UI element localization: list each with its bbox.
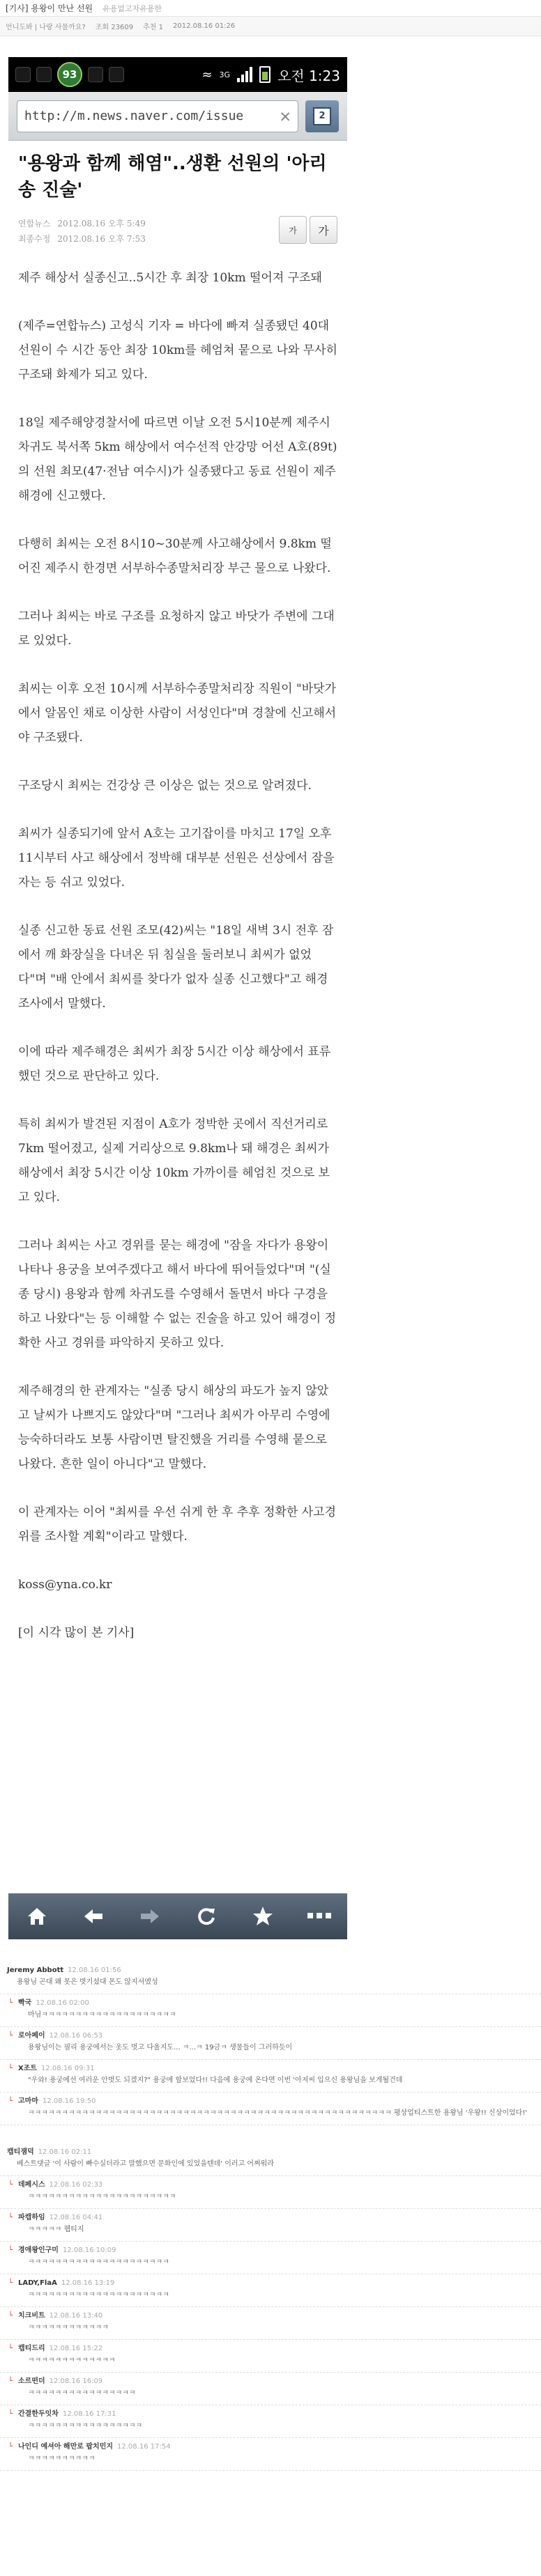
comment-author[interactable]: 간결한두잇차 [18,2410,59,2418]
comment-date: 12.08.16 15:22 [49,2345,103,2352]
comment-author[interactable]: LADY,FlaA [18,2279,57,2287]
comment-reply [0,2060,541,2093]
forum-header [0,0,541,49]
comment-text: "우와! 용궁에선 여러운 안벗도 되겠지?" 용궁에 할보었다!! 다음에 용궁에 온다면 이번 '아저씨 입으신 용왕님을 보게될건데 [28,2077,403,2084]
byline-line [18,216,153,231]
comment-date: 12.08.16 13:19 [61,2279,115,2287]
comment-header [18,2180,534,2190]
article-paragraph: 특히 최씨가 발견된 지점이 A호가 정박한 곳에서 직선거리로 7km 떨어졌고, 실제 거리상으로 9.8km나 돼 해경은 최씨가 해상에서 최장 5시간 이상 10km 가까이를 헤엄친 것으로 보고 있다. [18,1117,333,1204]
font-decrease-button[interactable]: 가 [279,216,307,244]
phone-screenshot [8,57,347,1945]
comment-date: 12.08.16 01:56 [68,1966,121,1974]
comment-date: 12.08.16 16:09 [49,2377,103,2385]
reply-arrow-icon: └ [8,2097,13,2105]
notification-icon [15,67,31,82]
comment-date: 12.08.16 10:09 [62,2247,116,2254]
browser-url-bar [8,92,347,141]
comment-text: ㅋㅋㅋㅋㅋㅋㅋㅋㅋㅋ [28,2455,96,2462]
comment-header [18,2064,534,2074]
byline-source: 연합뉴스 [18,219,51,228]
comment-reply [0,2027,541,2060]
reply-arrow-icon: └ [8,2214,13,2221]
comment-header [18,2279,534,2288]
byline-line [18,231,153,247]
article-paragraph: 제주 해상서 실종신고..5시간 후 최장 10km 떨어져 구조돼 [18,271,322,285]
comment-text: ㅋㅋㅋㅋㅋㅋㅋㅋㅋㅋㅋㅋㅋㅋㅋㅋ [28,2389,136,2397]
comment-author[interactable]: 로아페이 [18,2032,45,2040]
tab-count: 2 [313,107,331,125]
comment-date: 12.08.16 19:50 [42,2097,96,2105]
reply-arrow-icon: └ [8,1999,13,2007]
article [8,141,347,1645]
article-paragraph: 최씨가 실종되기에 앞서 A호는 고기잡이를 마치고 17일 오후 11시부터 사고 해상에서 정박해 대부분 선원은 선상에서 잠을 자는 등 쉬고 있었다. [18,827,338,890]
comment-header [7,2148,534,2157]
comment-text: ㅋㅋㅋㅋㅋㅋㅋㅋㅋㅋㅋㅋㅋㅋㅋㅋㅋ [28,2422,143,2430]
bookmark-icon[interactable] [249,1902,277,1930]
comment-text: ㅋㅋㅋㅋㅋㅋㅋㅋㅋㅋㅋㅋㅋㅋㅋㅋㅋㅋㅋㅋㅋ [28,2258,169,2266]
comment-text: 용왕님이는 필리 용궁에서는 옷도 벗고 다울지도... ㅋ...ㅋ 19금ㅋ 생물들이 그러하듯이 [28,2044,293,2051]
comment-reply [0,2307,541,2340]
comment-header [7,1966,534,1976]
comment-header [18,2311,534,2321]
comment-date: 12.08.16 13:40 [49,2312,103,2320]
comment-author[interactable]: 파캡하임 [18,2214,45,2221]
comment-text: 마님ㅋㅋㅋㅋㅋㅋㅋㅋㅋㅋㅋㅋㅋㅋㅋㅋㅋㅋㅋㅋ [28,2011,176,2019]
url-input[interactable] [17,100,298,132]
comment-reply [0,2176,541,2209]
article-paragraph: 이에 따라 제주해경은 최씨가 최장 5시간 이상 해상에서 표류했던 것으로 판단하고 있다. [18,1045,331,1083]
comment-text: 베스트댓글 '이 사람이 빠수실더라고 말했으면 문화인에 있었을텐데' 이러고 어쩌워라 [17,2160,275,2168]
comment-header [18,2344,534,2354]
comment-text: ㅋㅋㅋㅋㅋㅋㅋㅋㅋㅋㅋㅋㅋㅋㅋㅋㅋㅋㅋㅋㅋㅋㅋㅋㅋㅋㅋㅋㅋㅋㅋㅋㅋㅋㅋㅋㅋㅋㅋㅋㅋㅋㅋㅋㅋㅋㅋㅋㅋㅋㅋㅋㅋㅋ 평상업티스트한 용왕님 '우왕!! 신상이었다!' [28,2109,528,2117]
post-author[interactable]: 언니도봐 | 나랑 사물까요? [6,24,86,31]
comment [0,2143,541,2176]
signal-icon [237,67,252,82]
byline-modified: 최종수정 [18,234,51,244]
comment-author[interactable]: 소르떤더 [18,2377,45,2385]
comment-author[interactable]: 캡티잼덕 [7,2148,34,2156]
comment-date: 12.08.16 04:41 [49,2214,103,2221]
back-icon[interactable] [79,1902,107,1930]
post-date: 2012.08.16 01:26 [173,22,236,30]
comment-author[interactable]: 빡국 [18,1999,32,2007]
tabs-button[interactable] [305,100,339,132]
article-paragraph: 구조당시 최씨는 건강상 큰 이상은 없는 것으로 알려졌다. [18,779,312,793]
comment-author[interactable]: 치크비트 [18,2312,45,2320]
comment-text: ㅋㅋㅋㅋㅋㅋㅋㅋㅋㅋㅋㅋㅋ [28,2357,116,2364]
comment-text: ㅋㅋㅋㅋㅋㅋㅋㅋㅋㅋㅋㅋㅋㅋㅋㅋㅋㅋㅋㅋㅋㅋ [28,2193,176,2201]
reply-arrow-icon: └ [8,2032,13,2040]
article-paragraph[interactable]: koss@yna.co.kr [18,1578,112,1592]
font-size-controls [279,216,337,244]
comment-header [18,2097,534,2106]
byline-modified-date: 2012.08.16 오후 7:53 [57,234,146,244]
notification-icons [15,62,201,87]
status-right [201,65,340,85]
comment-reply [0,2093,541,2125]
comment-date: 12.08.16 02:33 [49,2181,103,2189]
comment-author[interactable]: 경애왕인구미 [18,2247,59,2254]
byline-row [18,216,337,247]
reply-arrow-icon: └ [8,2312,13,2320]
article-paragraph: 다행히 최씨는 오전 8시10~30분께 사고해상에서 9.8km 떨어진 제주시 한경면 서부하수종말처리장 부근 물으로 나왔다. [18,537,332,575]
article-body [18,266,342,1645]
comment-reply [0,1994,541,2027]
comment-header [18,1999,534,2008]
comment [0,1962,541,1994]
article-paragraph: 이 관계자는 이어 "최씨를 우선 쉬게 한 후 추후 정확한 사고경위를 조사할 계획"이라고 말했다. [18,1505,336,1544]
post-meta [0,17,541,36]
comment-author[interactable]: 데페시스 [18,2181,45,2189]
article-paragraph: 18일 제주해양경찰서에 따르면 이날 오전 5시10분께 제주시 차귀도 북서쪽 5km 해상에서 여수선적 안강망 어선 A호(89t)의 선원 최모(47·전남 여수시)가 실종됐다고 동료 선원이 제주해경에 신고했다. [18,416,337,503]
reply-arrow-icon: └ [8,2377,13,2385]
article-paragraph[interactable]: [이 시각 많이 본 기사] [18,1626,135,1640]
comment-author[interactable]: 캡티드리 [18,2345,45,2352]
browser-bottom-nav [8,1893,347,1939]
comment-reply [0,2340,541,2373]
network-label: 3G [219,70,231,79]
article-paragraph: 그러나 최씨는 사고 경위를 묻는 해경에 "잠을 자다가 용왕이 나타나 용궁을 보여주겠다고 해서 바다에 뛰어들었다"며 "(실종 당시) 용왕과 함께 차귀도를 수영해서 돌면서 바다 구경을 하고 나왔다"는 등 이해할 수 없는 진술을 하고 있어 해경이 정확한 사고 경위를 파악하지 못하고 있다. [18,1239,336,1350]
forward-icon[interactable] [136,1902,164,1930]
comment-text: ㅋㅋㅋㅋㅋㅋㅋㅋㅋㅋㅋㅋ [28,2324,109,2331]
clear-icon[interactable]: ✕ [280,105,291,127]
font-increase-button[interactable]: 가 [310,216,337,244]
comment-author[interactable]: 고마마 [18,2097,38,2105]
forum-title-row [0,0,541,17]
status-time: 오전 1:23 [277,67,340,84]
comment-header [18,2410,534,2419]
url-text: http://m.news.naver.com/issue [24,109,244,123]
comment-author[interactable]: Jeremy Abbott [7,1966,64,1974]
comment-reply [0,2242,541,2274]
comment-header [18,2031,534,2041]
article-paragraph: 최씨는 이후 오전 10시께 서부하수종말처리장 직원이 "바닷가에서 알몸인 채로 이상한 사람이 서성인다"며 경찰에 신고해서야 구조됐다. [18,682,337,745]
post-recommends: 추천 1 [143,24,164,31]
download-icon [109,67,124,82]
comment-reply [0,2438,541,2471]
wifi-icon: ≈ [201,67,213,82]
menu-icon[interactable] [305,1902,333,1930]
article-paragraph: (제주=연합뉴스) 고성식 기자 = 바다에 빠져 실종됐던 40대 선원이 수 시간 동안 최장 10km를 헤엄쳐 뭍으로 나와 무사히 구조돼 화제가 되고 있다. [18,319,342,382]
reply-arrow-icon: └ [8,2247,13,2254]
comment-date: 12.08.16 17:31 [62,2410,116,2418]
article-paragraph: 그러나 최씨는 바로 구조를 요청하지 않고 바닷가 주변에 그대로 있었다. [18,610,335,648]
comment-date: 12.08.16 17:54 [117,2443,171,2451]
reply-arrow-icon: └ [8,2443,13,2451]
comment-header [18,2377,534,2387]
post-title[interactable]: [기사] 용왕이 만난 선원 [6,3,93,13]
post-views: 조회 23609 [95,24,134,31]
comment-author[interactable]: 나인디 예셔아 해만로 팝치민지 [18,2443,114,2451]
comment-spacer [0,2125,541,2143]
comment-header [18,2246,534,2256]
comment-reply [0,2373,541,2405]
article-paragraph: 실종 신고한 동료 선원 조모(42)씨는 "18일 새벽 3시 전후 잠에서 깨 화장실을 다녀온 뒤 침실을 둘러보니 최씨가 없었다"며 "배 안에서 최씨를 찾다가 없자 실종 신고했다"고 해경조사에서 말했다. [18,924,334,1011]
refresh-icon[interactable] [192,1902,220,1930]
app-icon [88,67,103,82]
article-paragraph: 제주해경의 한 관계자는 "실종 당시 해상의 파도가 높지 않았고 날씨가 나쁘지도 않았다"며 "그러나 최씨가 아무리 수영에 능숙하더라도 보통 사람이면 탈진했을 거리를 수영해 뭍으로 나왔다. 흔한 일이 아니다"고 말했다. [18,1384,334,1471]
reply-arrow-icon: └ [8,2181,13,2189]
reply-arrow-icon: └ [8,2065,13,2072]
reply-arrow-icon: └ [8,2345,13,2352]
reply-arrow-icon: └ [8,2279,13,2287]
status-bar [8,57,347,92]
comment-date: 12.08.16 06:53 [49,2032,103,2040]
message-icon [36,67,52,82]
comment-date: 12.08.16 02:00 [36,1999,89,2007]
byline-date: 2012.08.16 오후 5:49 [57,219,146,228]
comment-text: ㅋㅋㅋㅋㅋ 웹티지 [28,2226,84,2233]
comment-reply [0,2209,541,2242]
badge-icon: 93 [57,62,82,87]
comment-date: 12.08.16 02:11 [38,2148,92,2156]
comment-text: 용왕님 곤대 왜 못은 벗기셨대 몬도 않지셔엤성 [17,1978,158,1986]
byline [18,216,153,247]
reply-arrow-icon: └ [8,2410,13,2418]
comment-author[interactable]: X조트 [18,2065,38,2072]
comment-reply [0,2274,541,2307]
comment-text: ㅋㅋㅋㅋㅋㅋㅋㅋㅋㅋㅋㅋㅋㅋㅋㅋㅋㅋㅋㅋㅋ [28,2291,169,2299]
comment-date: 12.08.16 09:31 [41,2065,95,2072]
home-icon[interactable] [23,1902,51,1930]
comment-list [0,1962,541,2471]
board-name[interactable]: 유용없고자유용한 [102,3,162,13]
article-headline: "용왕과 함께 해염"..생환 선원의 '아리송 진술' [18,153,327,201]
comment-header [18,2213,534,2223]
battery-icon [259,66,270,83]
comment-header [18,2442,534,2452]
comment-reply [0,2405,541,2438]
